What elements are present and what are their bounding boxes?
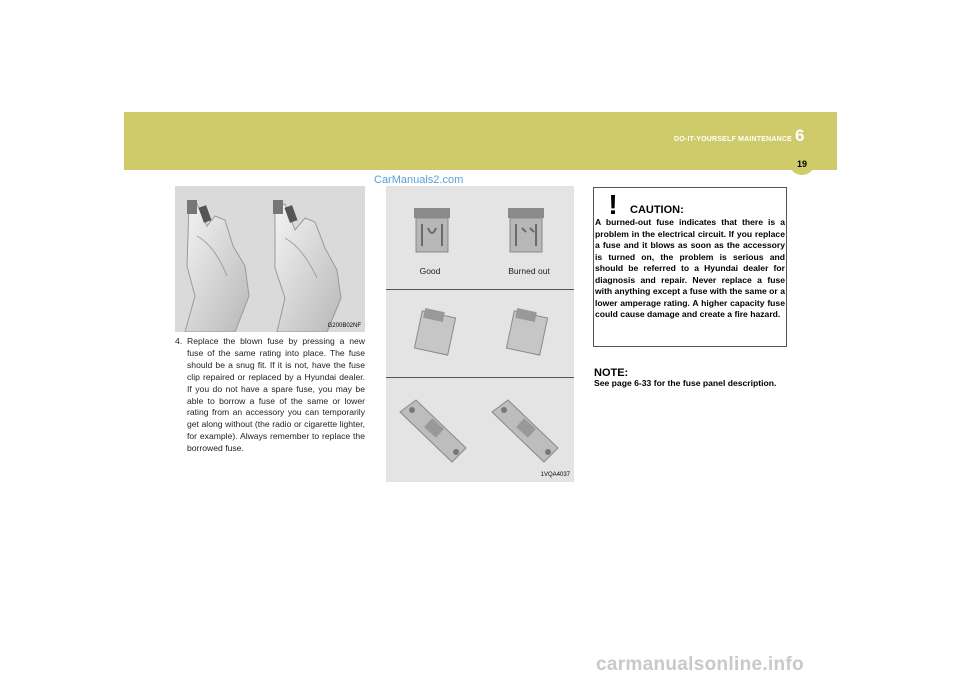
cartridge-fuse-good xyxy=(414,308,455,355)
multi-fuse-burned xyxy=(492,400,558,462)
hands-fuse-photo xyxy=(175,186,365,332)
blade-fuse-good xyxy=(414,208,450,252)
watermark-bottom: carmanualsonline.info xyxy=(596,654,804,675)
step-4-text xyxy=(175,336,365,455)
section-title: DO-IT-YOURSELF MAINTENANCE xyxy=(674,136,792,143)
step-body: Replace the blown fuse by pressing a new fuse of the same rating into place. The fuse should be a snug fit. If it is not, have the fuse clip repaired or replaced by a Hyundai dealer. If you do not have a spare fuse, you may be able to borrow a fuse of the same or lower rating from an accessory you can temporarily get along without (the radio or cigarette lighter, for example). Always remember to replace the borrowed fuse. xyxy=(187,336,365,454)
note-title: NOTE: xyxy=(594,367,629,379)
label-good: Good xyxy=(419,266,441,276)
blade-fuse-burned xyxy=(508,208,544,252)
note-text: See page 6-33 for the fuse panel description. xyxy=(594,378,777,388)
fuse-comparison-figure xyxy=(386,186,574,482)
caution-text: A burned-out fuse indicates that there is a problem in the electrical circuit. If you replace a fuse and it blows as soon as the accessory is turned on, the problem is serious and should be referred to a Hyundai dealer for diagnosis and repair. Never replace a fuse with anything except a fuse with the same or a lower amperage rating. A higher capacity fuse could cause damage and create a fire hazard. xyxy=(595,217,785,319)
divider xyxy=(386,377,574,378)
svg-text:!: ! xyxy=(608,190,618,216)
label-burned-out: Burned out xyxy=(508,266,550,276)
step-number: 4. xyxy=(175,336,183,346)
figure-code: G200B02NF xyxy=(327,323,361,329)
watermark-top[interactable]: CarManuals2.com xyxy=(374,174,464,186)
figure-code: 1VQA4037 xyxy=(540,472,570,478)
divider xyxy=(386,289,574,290)
cartridge-fuse-burned xyxy=(506,308,547,355)
hands-illustration xyxy=(175,186,365,332)
multi-fuse-good xyxy=(400,400,466,462)
caution-title: CAUTION: xyxy=(630,204,684,216)
chapter-number: 6 xyxy=(795,126,805,145)
page-number: 19 xyxy=(796,159,807,169)
fuse-illustrations xyxy=(386,186,574,482)
